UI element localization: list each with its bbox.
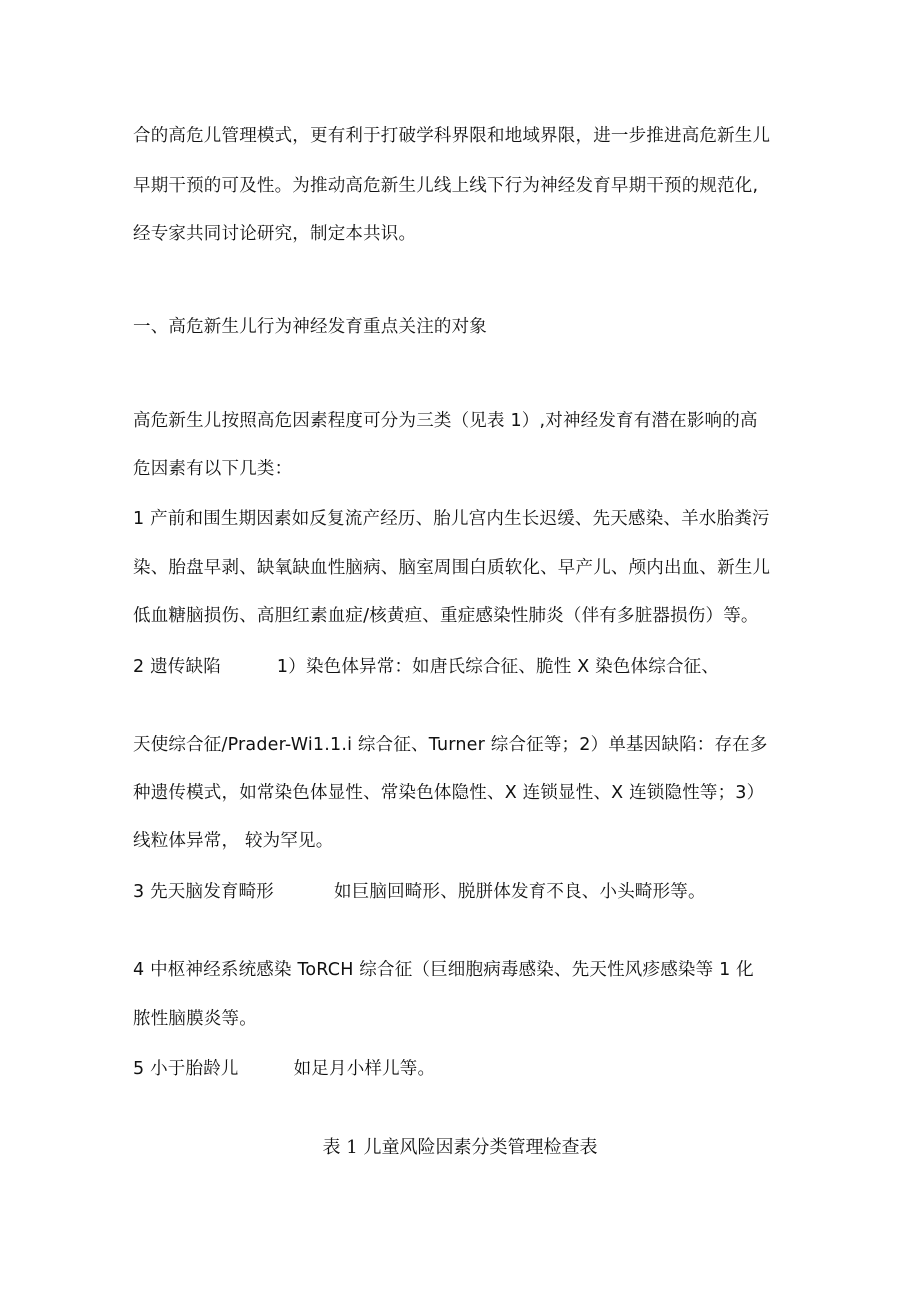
item-5-line (133, 1057, 435, 1081)
intro-line-1: 合的高危儿管理模式，更有利于打破学科界限和地域界限，进一步推进高危新生儿 (133, 126, 771, 146)
item-5-label: 5 小于胎龄儿 (133, 1059, 239, 1079)
item-2-line-3: 种遗传模式，如常染色体显性、常染色体隐性、X 连锁显性、X 连锁隐性等；3） (133, 783, 765, 803)
section-paragraph-line-2: 危因素有以下几类： (133, 459, 293, 479)
item-5-text: 如足月小样儿等。 (293, 1059, 436, 1079)
item-2-line-2: 天使综合征/Prader-Wi1.1.i 综合征、Turner 综合征等；2）单基因缺陷：存在多 (133, 735, 768, 755)
item-4-line-2: 脓性脑膜炎等。 (133, 1009, 257, 1029)
item-2-line-4: 线粒体异常， 较为罕见。 (133, 831, 334, 851)
item-3-line (133, 880, 706, 904)
intro-line-2: 早期干预的可及性。为推动高危新生儿线上线下行为神经发育早期干预的规范化, (133, 176, 759, 196)
intro-line-3: 经专家共同讨论研究，制定本共识。 (133, 224, 417, 244)
item-1-line-1: 1 产前和围生期因素如反复流产经历、胎儿宫内生长迟缓、先天感染、羊水胎粪污 (133, 509, 770, 529)
item-1-line-3: 低血糖脑损伤、高胆红素血症/核黄疸、重症感染性肺炎（伴有多脏器损伤）等。 (133, 606, 759, 626)
table-caption: 表 1 儿童风险因素分类管理检查表 (322, 1137, 598, 1158)
section-paragraph-line-1: 高危新生儿按照高危因素程度可分为三类（见表 1）,对神经发育有潜在影响的高 (133, 411, 758, 431)
item-4-line-1: 4 中枢神经系统感染 ToRCH 综合征（巨细胞病毒感染、先天性风疹感染等 1 化 (133, 960, 754, 980)
item-1-line-2: 染、胎盘早剥、缺氧缺血性脑病、脑室周围白质软化、早产儿、颅内出血、新生儿 (133, 558, 771, 578)
item-2-label: 2 遗传缺陷 (133, 657, 221, 677)
section-heading: 一、高危新生儿行为神经发育重点关注的对象 (133, 317, 487, 337)
item-3-label: 3 先天脑发育畸形 (133, 882, 274, 902)
item-2-line-1 (133, 655, 719, 679)
item-2-text: 1）染色体异常：如唐氏综合征、脆性 X 染色体综合征、 (276, 657, 720, 677)
item-3-text: 如巨脑回畸形、脱胼体发育不良、小头畸形等。 (334, 882, 706, 902)
